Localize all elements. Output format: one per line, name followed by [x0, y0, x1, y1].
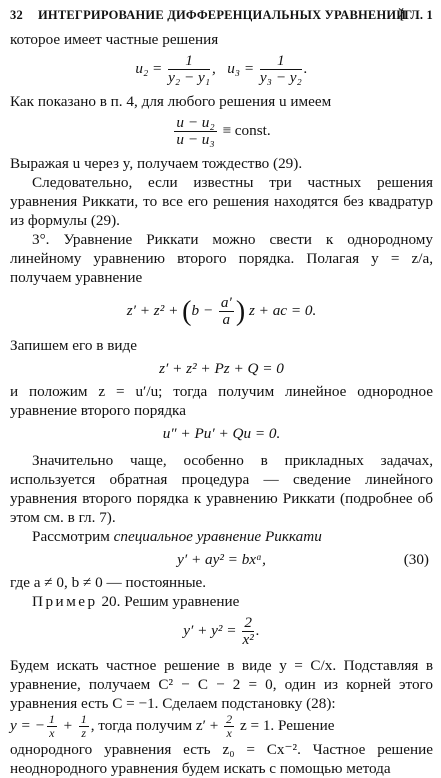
paragraph-6: Запишем его в виде — [10, 337, 137, 354]
fraction-den: x² — [242, 631, 254, 648]
p11-text: 20. Решим уравнение — [97, 593, 240, 610]
paragraph-12: Будем искать частное решение в виде y = C/x. Подставляя в уравнение, получаем C² − C − 2 = 0, один из корней этого уравнения есть C = −1. Сделаем подстановку (28): — [10, 657, 433, 712]
paren-close: ) — [235, 296, 246, 327]
paragraph-10: где a ≠ 0, b ≠ 0 — постоянные. — [10, 574, 207, 591]
fraction-num: 1 — [168, 53, 210, 70]
formula-riccati-z — [10, 295, 433, 328]
f3-right: z + ac = 0. — [248, 301, 317, 319]
f6: y′ + ay² = bxᵅ, — [177, 551, 266, 568]
fraction-num: 2 — [244, 614, 252, 631]
chapter-ref: [ГЛ. 1 — [399, 8, 433, 22]
formula-particular-solutions — [10, 53, 433, 86]
formula-30 — [10, 550, 433, 569]
f1-sep: , — [212, 59, 216, 77]
fraction — [174, 115, 216, 148]
fraction-den: u − u₃ — [176, 131, 215, 148]
book-page — [0, 4, 441, 777]
f1-end: . — [303, 59, 308, 77]
paragraph-1: которое имеет частные решения — [10, 31, 219, 48]
fraction-den: y₂ − y₁ — [168, 69, 210, 86]
fraction-den: z — [81, 726, 87, 740]
paragraph-5: 3°. Уравнение Риккати можно свести к однородному линейному уравнению второго порядка. Полагая y = z/a, получаем уравнение — [10, 231, 433, 286]
fraction-num: 2 — [226, 712, 233, 726]
paragraph-9 — [10, 527, 433, 546]
f3-b: b − — [191, 301, 214, 319]
fraction — [47, 713, 57, 740]
paragraph-11 — [10, 592, 433, 611]
fraction-num: u − u₂ — [176, 114, 215, 131]
fraction-num: a′ — [220, 294, 232, 311]
formula-example-20 — [10, 615, 433, 648]
f7-left: y′ + y² = — [183, 621, 237, 639]
fraction — [224, 713, 234, 740]
f8-d: z = 1. Решение — [236, 716, 335, 734]
f8-c: , тогда получим z′ + — [90, 716, 223, 734]
fraction-den: a — [222, 311, 231, 328]
special-riccati-term: специальное уравнение Риккати — [113, 528, 322, 545]
paren-open: ( — [182, 296, 192, 327]
formula-z-pq: z′ + z² + Pz + Q = 0 — [159, 360, 284, 377]
paragraph-substitution — [10, 713, 433, 740]
f8-a: y = − — [10, 716, 45, 734]
fraction-den: x — [49, 726, 55, 740]
paragraph-2: Как показано в п. 4, для любого решения u имеем — [10, 93, 332, 110]
formula-const — [10, 115, 433, 148]
fraction — [242, 615, 254, 648]
fraction — [260, 53, 302, 86]
fraction-den: y₃ − y₂ — [259, 69, 302, 86]
paragraph-8: Значительно чаще, особенно в прикладных задачах, используется обратная процедура — сведение линейного уравнения второго порядка к уравнению Риккати (подробнее об этом см. в гл. 7). — [10, 452, 433, 526]
p9-text: Рассмотрим — [32, 528, 114, 545]
paragraph-13: однородного уравнения есть z₀ = Cx⁻². Частное решение неоднородного уравнения будем искать с помощью метода — [10, 741, 433, 777]
running-header — [10, 4, 433, 24]
running-title: ИНТЕГРИРОВАНИЕ ДИФФЕРЕНЦИАЛЬНЫХ УРАВНЕНИЙ — [38, 8, 407, 22]
fraction — [168, 53, 210, 86]
fraction-num: 1 — [48, 712, 55, 726]
f2-rhs: ≡ const. — [222, 121, 271, 139]
fraction-den: x — [226, 726, 232, 740]
fraction-num: 1 — [260, 53, 302, 70]
paragraph-3: Выражая u через y, получаем тождество (29). — [10, 155, 303, 172]
formula-u-linear: u″ + Pu′ + Qu = 0. — [162, 425, 281, 442]
fraction-num: 1 — [80, 712, 87, 726]
example-label: Пример — [32, 593, 98, 610]
fraction — [79, 713, 89, 740]
equation-tag: (30) — [403, 551, 429, 568]
f1-u2: u₂ = — [135, 59, 163, 77]
f8-b: + — [58, 716, 77, 734]
f1-u3: u₃ = — [227, 59, 255, 77]
fraction — [219, 295, 234, 328]
page-number: 32 — [10, 8, 23, 22]
paragraph-7: и положим z = u′/u; тогда получим линейное однородное уравнение второго порядка — [10, 383, 433, 419]
f7-end: . — [255, 621, 260, 639]
paragraph-4: Следовательно, если известны три частных решения уравнения Риккати, то все его решения находятся без квадратур из формулы (29). — [10, 174, 433, 229]
f3-left: z′ + z² + — [126, 301, 179, 319]
